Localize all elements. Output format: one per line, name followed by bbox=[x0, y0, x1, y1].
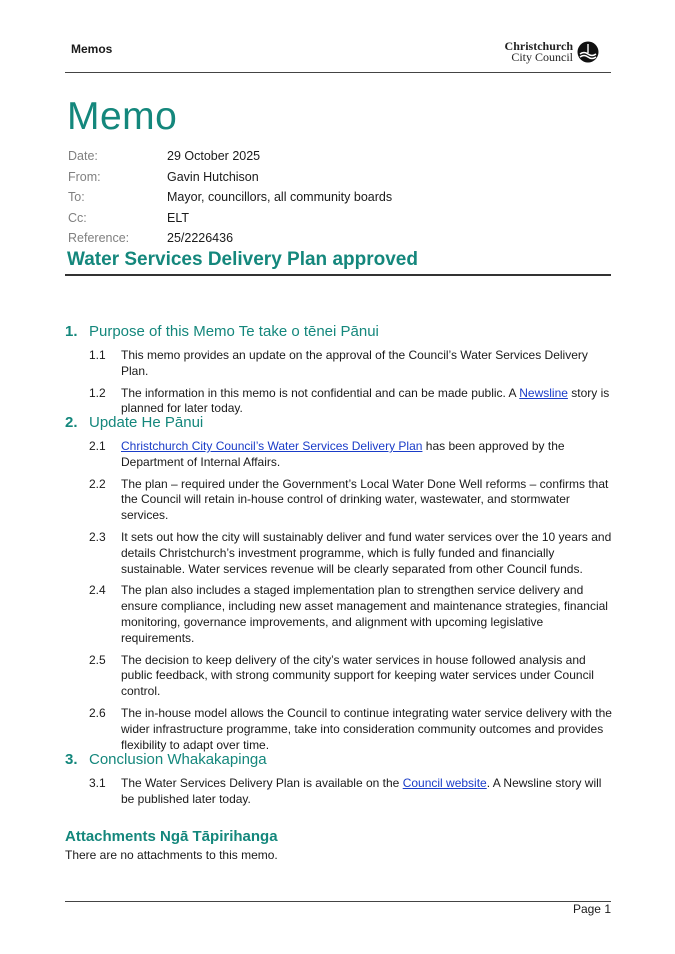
paragraph-item bbox=[65, 583, 613, 646]
meta-row bbox=[68, 187, 392, 208]
attachments-heading: Attachments Ngā Tāpirihanga bbox=[65, 828, 278, 845]
inline-link[interactable]: Newsline bbox=[519, 385, 568, 400]
paragraph-item bbox=[65, 477, 613, 524]
text-before-link: The information in this memo is not confidential and can be made public. A bbox=[121, 385, 520, 400]
attachments-text: There are no attachments to this memo. bbox=[65, 848, 278, 862]
meta-row bbox=[68, 146, 392, 167]
meta-key: Cc: bbox=[68, 210, 87, 225]
meta-key: From: bbox=[68, 169, 101, 184]
meta-row bbox=[68, 228, 392, 249]
section-number: 2. bbox=[65, 413, 78, 431]
meta-value: ELT bbox=[167, 210, 189, 225]
inline-link[interactable]: Christchurch City Council’s Water Services Delivery Plan bbox=[121, 439, 423, 453]
paragraph-number: 1.1 bbox=[89, 348, 106, 362]
paragraph-number: 1.2 bbox=[89, 385, 106, 400]
section-purpose bbox=[65, 320, 613, 417]
paragraph-number: 2.5 bbox=[89, 652, 106, 667]
meta-key: Reference: bbox=[68, 231, 130, 246]
paragraph-text bbox=[121, 439, 613, 471]
council-logo bbox=[505, 41, 599, 63]
paragraph-number: 2.4 bbox=[89, 583, 106, 598]
paragraph-item bbox=[65, 439, 613, 471]
paragraph-text: The decision to keep delivery of the city’s water services in house followed analysis and public feedback, with strong community support for keeping water services under Council control. bbox=[121, 652, 594, 699]
meta-row bbox=[68, 208, 392, 229]
paragraph-number: 2.6 bbox=[89, 705, 106, 720]
inline-link[interactable]: Council website bbox=[402, 776, 487, 790]
header-divider bbox=[65, 72, 611, 73]
paragraph-text: It sets out how the city will sustainably deliver and fund water services over the 10 years and details Christchurch’s investment programme, which is fully funded and financially sustainable. Water services revenue will be clearly separated from other Council funds. bbox=[121, 529, 612, 576]
logo-line2: City Council bbox=[511, 50, 573, 64]
logo-text bbox=[505, 41, 573, 63]
section-heading bbox=[65, 320, 613, 342]
text-before-link: The Water Services Delivery Plan is available on the bbox=[121, 776, 403, 790]
paragraph-number: 2.1 bbox=[89, 439, 106, 453]
memo-meta bbox=[68, 146, 392, 249]
memo-title: Memo bbox=[67, 95, 178, 138]
paragraph-number: 2.3 bbox=[89, 529, 106, 544]
paragraph-item bbox=[65, 776, 613, 808]
section-title: Purpose of this Memo Te take o tēnei Pānui bbox=[89, 322, 379, 340]
meta-value: 25/2226436 bbox=[167, 231, 234, 246]
paragraph-item bbox=[65, 706, 613, 753]
memo-subject: Water Services Delivery Plan approved bbox=[67, 249, 418, 270]
section-title: Conclusion Whakakapinga bbox=[89, 750, 267, 768]
paragraph-number: 3.1 bbox=[89, 776, 106, 790]
subject-divider bbox=[65, 274, 611, 276]
paragraph-text bbox=[121, 776, 613, 808]
meta-value: 29 October 2025 bbox=[167, 149, 261, 164]
paragraph-number: 2.2 bbox=[89, 476, 106, 491]
section-number: 3. bbox=[65, 750, 78, 768]
paragraph-item bbox=[65, 653, 613, 700]
section-title: Update He Pānui bbox=[89, 413, 204, 431]
page-number: Page 1 bbox=[572, 902, 611, 916]
meta-value: Mayor, councillors, all community boards bbox=[167, 190, 393, 205]
text-after-link: story is planned for later today. bbox=[121, 385, 610, 416]
footer-divider bbox=[65, 901, 611, 902]
header-label: Memos bbox=[71, 42, 113, 56]
text-after-link: has been approved by the Department of Internal Affairs. bbox=[121, 439, 565, 469]
paragraph-item bbox=[65, 530, 613, 577]
meta-row bbox=[68, 167, 392, 188]
meta-key: Date: bbox=[68, 149, 98, 164]
paragraph-text: This memo provides an update on the approval of the Council’s Water Services Delivery Plan. bbox=[121, 348, 588, 378]
section-heading bbox=[65, 748, 613, 770]
meta-value: Gavin Hutchison bbox=[167, 169, 259, 184]
paragraph-text: The in-house model allows the Council to continue integrating water service delivery with the wider infrastructure programme, take into consideration community outcomes and provides flexibility to adapt over time. bbox=[121, 705, 612, 752]
paragraph-item bbox=[65, 348, 613, 380]
paragraph-text: The plan – required under the Government’s Local Water Done Well reforms – confirms that the Council will retain in-house control of drinking water, wastewater, and stormwater services. bbox=[121, 476, 609, 523]
meta-key: To: bbox=[68, 190, 85, 205]
logo-line1: Christchurch bbox=[504, 39, 573, 53]
section-heading bbox=[65, 411, 613, 433]
section-conclusion bbox=[65, 748, 613, 808]
paragraph-text: The plan also includes a staged implementation plan to strengthen service delivery and ensure compliance, including new asset management and maintenance strategies, financial monitoring, governance improvements, and alignment with upcoming legislative requirements. bbox=[121, 583, 608, 645]
section-number: 1. bbox=[65, 322, 78, 340]
council-logo-icon bbox=[577, 41, 599, 63]
text-after-link: . A Newsline story will be published later today. bbox=[121, 776, 602, 806]
section-update bbox=[65, 411, 613, 753]
